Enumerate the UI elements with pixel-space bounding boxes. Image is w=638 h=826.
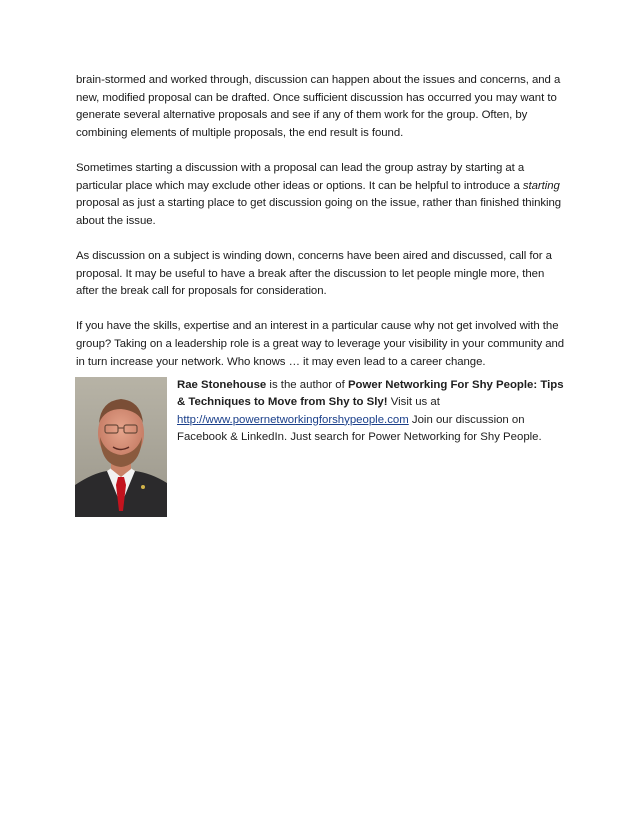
paragraph-get-involved: If you have the skills, expertise and an interest in a particular cause why not get involved with the group? Taking on a leadership role is a great way to leverage your visibility in your community and in turn increase your network. Who knows … it may even lead to a career change. xyxy=(76,320,565,368)
bio-text-visit: Visit us at xyxy=(387,396,440,409)
author-bio xyxy=(75,377,567,519)
paragraph-proposals: brain-stormed and worked through, discussion can happen about the issues and concerns, and a new, modified proposal can be drafted. Once sufficient discussion has occurred you may want to generate several alternative proposals and see if any of them work for the group. Often, by combining elements of multiple proposals, the end result is found. xyxy=(76,74,561,139)
author-photo xyxy=(75,377,167,517)
website-link[interactable]: http://www.powernetworkingforshypeople.com xyxy=(177,413,409,426)
paragraph-starting-discussion xyxy=(76,160,568,230)
book-title: Power Networking For Shy People: Tips & Techniques to Move from Shy to Sly! xyxy=(177,379,564,409)
author-portrait-image xyxy=(75,377,167,517)
bio-text xyxy=(177,377,572,447)
bio-text-is-author-of: is the author of xyxy=(266,379,348,391)
paragraph-text-after: proposal as just a starting place to get discussion going on the issue, rather than finished thinking about the issue. xyxy=(76,197,562,227)
author-name: Rae Stonehouse xyxy=(177,379,267,391)
paragraph-winding-down: As discussion on a subject is winding down, concerns have been aired and discussed, call for a proposal. It may be useful to have a break after the discussion to let people mingle more, then after the break call for proposals for consideration. xyxy=(76,249,552,298)
document-body xyxy=(76,72,568,389)
bio-text-closing: Join our discussion on Facebook & LinkedIn. Just search for Power Networking for Shy People. xyxy=(177,413,542,444)
paragraph-text-before: Sometimes starting a discussion with a proposal can lead the group astray by starting at a particular place which may exclude other ideas or options. It can be helpful to introduce a xyxy=(76,161,525,192)
emphasis-starting: starting xyxy=(522,179,560,192)
